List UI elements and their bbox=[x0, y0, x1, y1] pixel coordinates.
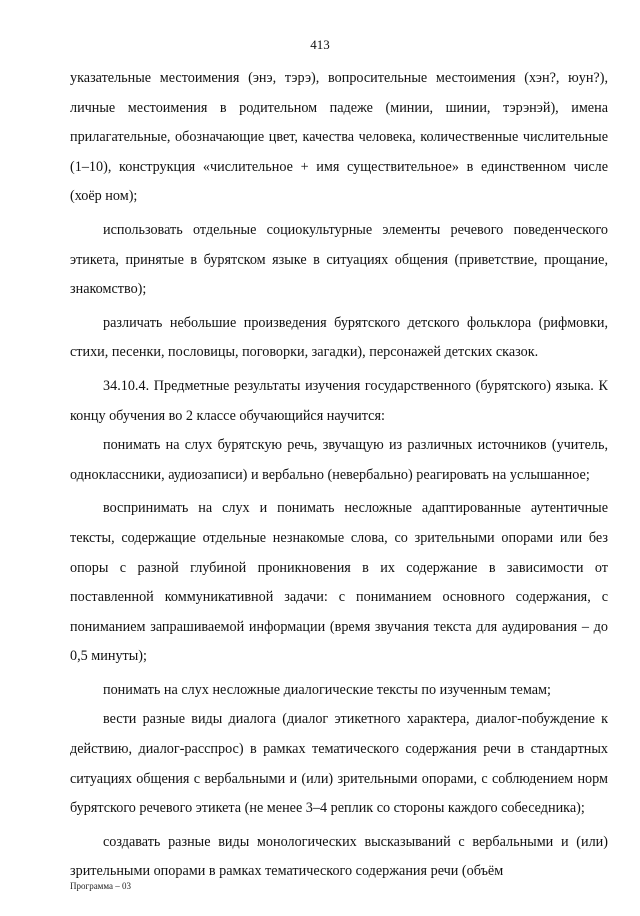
paragraph-dialogue-types: вести разные виды диалога (диалог этикетного характера, диалог-побуждение к действию, диалог-расспрос) в рамках тематического содержания речи в стандартных ситуациях общения с вербальными и (или) зрительными опорами, с соблюдением норм бурятского речевого этикета (не менее 3–4 реплик со стороны каждого собеседника); bbox=[70, 711, 608, 817]
paragraph-dialogic-texts: понимать на слух несложные диалогические тексты по изученным темам; bbox=[103, 681, 551, 698]
footer-program-label: Программа – 03 bbox=[70, 881, 132, 891]
paragraph-folklore: различать небольшие произведения бурятского детского фольклора (рифмовки, стихи, песенки, пословицы, поговорки, загадки), персонажей детских сказок. bbox=[70, 314, 608, 361]
paragraph-section-34-10-4: 34.10.4. Предметные результаты изучения государственного (бурятского) языка. К концу обучения во 2 классе обучающийся научится: bbox=[70, 377, 608, 424]
paragraph-etiquette: использовать отдельные социокультурные элементы речевого поведенческого этикета, принятые в бурятском языке в ситуациях общения (приветствие, прощание, знакомство); bbox=[70, 221, 608, 298]
paragraph-listening-texts: воспринимать на слух и понимать несложные адаптированные аутентичные тексты, содержащие отдельные незнакомые слова, со зрительными опорами или без опоры с разной глубиной проникновения в их содержание в зависимости от поставленной коммуникативной задачи: с пониманием основного содержания, с пониманием запрашиваемой информации (время звучания текста для аудирования – до 0,5 минуты); bbox=[70, 500, 608, 665]
paragraph-monologue: создавать разные виды монологических высказываний с вербальными и (или) зрительными опорами в рамках тематического содержания речи (объём bbox=[70, 833, 608, 880]
paragraph-pronouns-continued: указательные местоимения (энэ, тэрэ), вопросительные местоимения (хэн?, юун?), личные местоимения в родительном падеже (минии, шинии, тэрэнэй), имена прилагательные, обозначающие цвет, качества человека, количественные числительные (1–10), конструкция «числительное + имя существительное» в единственном числе (хоёр ном); bbox=[70, 70, 608, 205]
body-text bbox=[70, 64, 608, 887]
page-number: 413 bbox=[310, 37, 330, 52]
paragraph-listening-speech: понимать на слух бурятскую речь, звучащую из различных источников (учитель, одноклассники, аудиозаписи) и вербально (невербально) реагировать на услышанное; bbox=[70, 437, 608, 483]
